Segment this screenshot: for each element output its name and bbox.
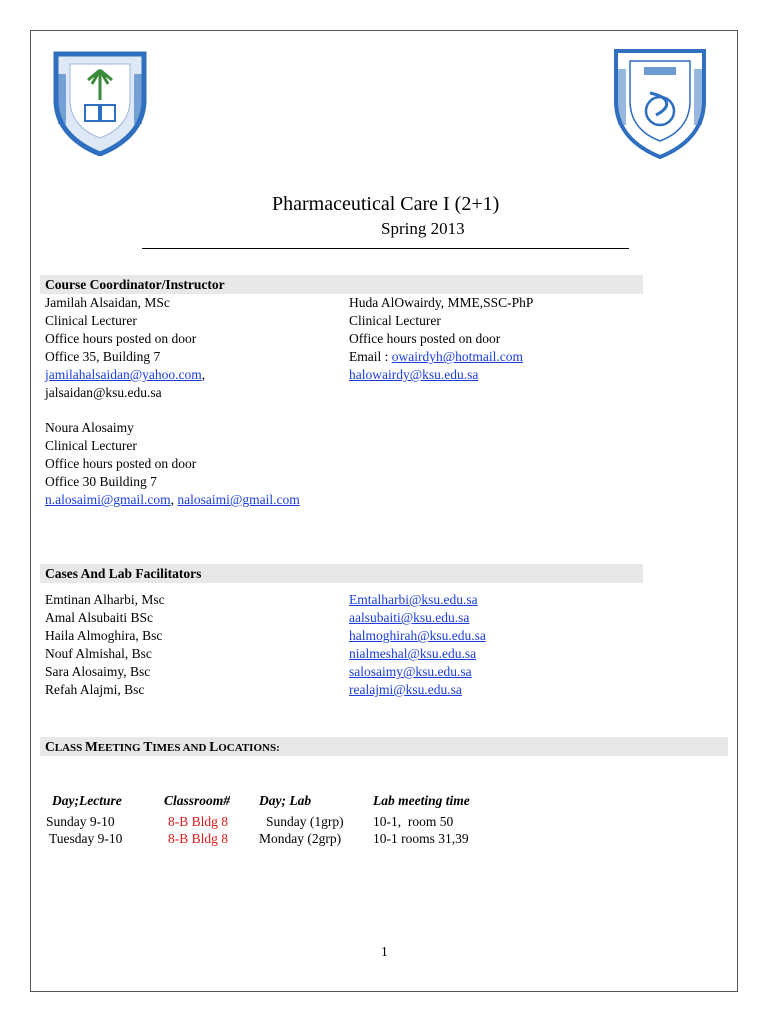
table-cell-lab-time: 10-1 rooms 31,39 [373,831,469,846]
person-name: Huda AlOwairdy, MME,SSC-PhP [349,295,534,310]
table-cell-lab-time: 10-1, room 50 [373,814,454,829]
facilitator-name: Nouf Almishal, Bsc [45,646,152,661]
table-cell-lecture: Tuesday 9-10 [49,831,123,846]
facilitators-heading: Cases And Lab Facilitators [45,566,202,581]
table-cell-lecture: Sunday 9-10 [46,814,115,829]
table-cell-room: 8-B Bldg 8 [168,831,229,846]
ksu-logo-left [50,48,150,156]
facilitator-email-link[interactable]: Emtalharbi@ksu.edu.sa [349,592,478,607]
person-role: Clinical Lecturer [45,313,137,328]
person-name: Noura Alosaimy [45,420,134,435]
table-cell-lab-day: Monday (2grp) [259,831,342,846]
email-link-secondary[interactable]: halowairdy@ksu.edu.sa [349,367,479,382]
facilitator-emails [349,591,486,699]
table-cell-lab-day: Sunday (1grp) [266,814,344,829]
facilitator-email-link[interactable]: nialmeshal@ksu.edu.sa [349,646,477,661]
facilitator-email-link[interactable]: salosaimy@ksu.edu.sa [349,664,472,679]
email-separator: , [170,492,178,507]
coordinator-noura [45,419,300,509]
page-number: 1 [381,944,388,959]
email-label: Email : [349,349,392,364]
facilitator-email-link[interactable]: aalsubaiti@ksu.edu.sa [349,610,470,625]
title-rule [142,248,629,249]
facilitator-email-link[interactable]: realajmi@ksu.edu.sa [349,682,462,697]
coordinator-huda [349,294,533,384]
facilitator-name: Refah Alajmi, Bsc [45,682,145,697]
meetings-heading: CLASS MEETING TIMES AND LOCATIONS: [45,739,280,754]
facilitator-name: Emtinan Alharbi, Msc [45,592,165,607]
column-header-lab-day: Day; Lab [259,793,312,808]
email-link-secondary[interactable]: nalosaimi@gmail.com [177,492,300,507]
column-header-lab-time: Lab meeting time [373,793,470,808]
office-location: Office 30 Building 7 [45,474,157,489]
email-link[interactable]: jamilahalsaidan@yahoo.com [45,367,202,382]
table-cell-room: 8-B Bldg 8 [168,814,229,829]
facilitator-email-link[interactable]: halmoghirah@ksu.edu.sa [349,628,486,643]
column-header-classroom: Classroom# [164,793,231,808]
office-hours: Office hours posted on door [45,331,197,346]
email-separator: , [201,367,206,382]
office-location: Office 35, Building 7 [45,349,161,364]
person-name: Jamilah Alsaidan, MSc [45,295,170,310]
person-role: Clinical Lecturer [349,313,441,328]
column-header-lecture: Day;Lecture [52,793,122,808]
document-title: Pharmaceutical Care I (2+1) [272,193,500,215]
office-hours: Office hours posted on door [45,456,197,471]
coordinator-jamilah [45,294,205,402]
facilitator-names [45,591,165,699]
email-plain: jalsaidan@ksu.edu.sa [45,385,162,400]
pharmacy-college-logo-right [610,45,710,161]
email-link[interactable]: n.alosaimi@gmail.com [45,492,171,507]
facilitator-name: Sara Alosaimy, Bsc [45,664,151,679]
person-role: Clinical Lecturer [45,438,137,453]
coordinator-heading: Course Coordinator/Instructor [45,277,225,292]
office-hours: Office hours posted on door [349,331,501,346]
facilitator-name: Amal Alsubaiti BSc [45,610,153,625]
email-link[interactable]: owairdyh@hotmail.com [391,349,524,364]
document-subtitle: Spring 2013 [381,219,465,238]
facilitator-name: Haila Almoghira, Bsc [45,628,163,643]
